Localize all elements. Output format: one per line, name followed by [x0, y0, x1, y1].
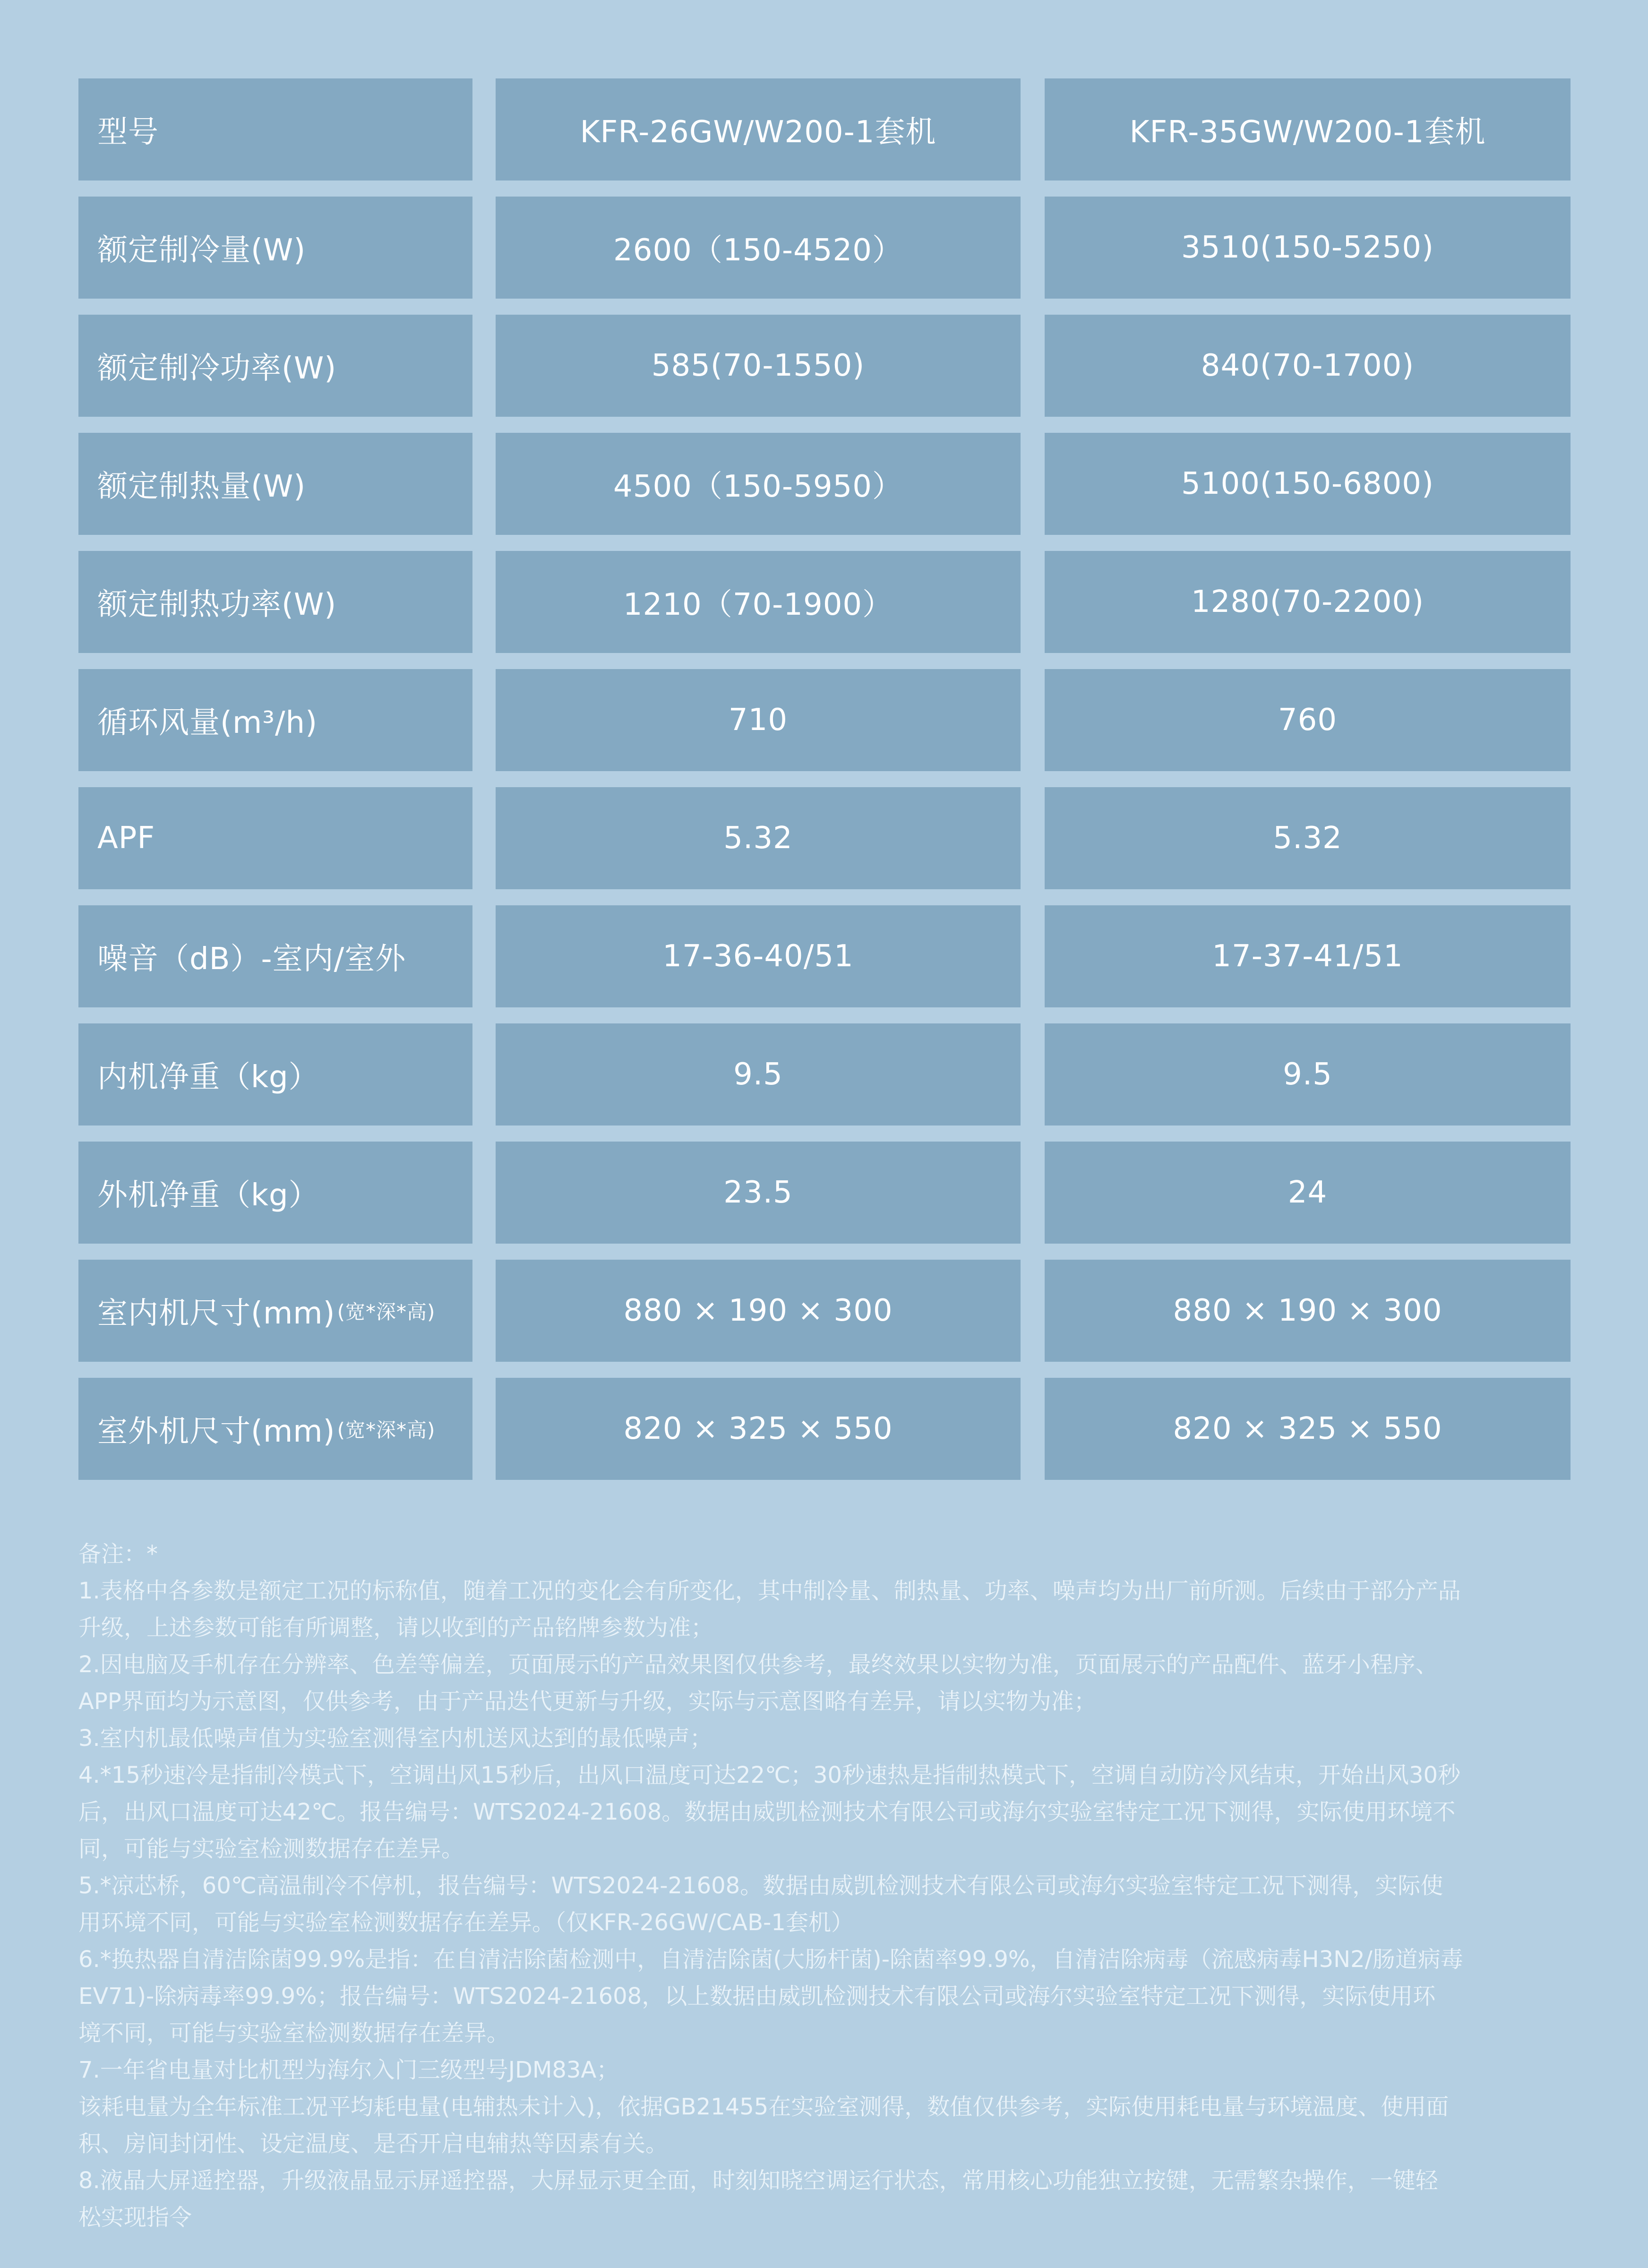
row-label-text: 额定制冷功率(W): [97, 351, 337, 386]
value-model-35: 820 × 325 × 550: [1045, 1378, 1571, 1480]
value-model-35: 840(70-1700): [1045, 315, 1571, 417]
value-model-26: 710: [496, 669, 1021, 771]
row-label: [78, 315, 472, 417]
note-line: 8.液晶大屏遥控器，升级液晶显示屏遥控器，大屏显示更全面，时刻知晓空调运行状态，常用核心功能独立按键，无需繁杂操作，一键轻: [78, 2167, 1438, 2194]
note-line: 该耗电量为全年标准工况平均耗电量(电辅热未计入)，依据GB21455在实验室测得，数值仅供参考，实际使用耗电量与环境温度、使用面: [78, 2094, 1449, 2120]
row-label: [78, 1023, 472, 1125]
dimension-note: (宽*深*高): [337, 1418, 436, 1442]
row-label-text: 循环风量(m³/h): [97, 705, 318, 740]
table-row: [78, 1378, 1571, 1480]
value-model-26: 2600（150-4520）: [496, 197, 1021, 299]
value-model-26: 5.32: [496, 787, 1021, 889]
note-line: 用环境不同，可能与实验室检测数据存在差异。（仅KFR-26GW/CAB-1套机）: [78, 1909, 854, 1936]
table-row: [78, 315, 1571, 417]
value-model-35: KFR-35GW/W200-1套机: [1045, 78, 1571, 180]
table-row: [78, 433, 1571, 535]
table-row: [78, 787, 1571, 889]
note-line: 同，可能与实验室检测数据存在差异。: [78, 1836, 464, 1862]
table-row: [78, 669, 1571, 771]
row-label: [78, 1260, 472, 1362]
note-line: 1.表格中各参数是额定工况的标称值，随着工况的变化会有所变化，其中制冷量、制热量、功率、噪声均为出厂前所测。后续由于部分产品: [78, 1578, 1461, 1604]
value-model-26: 1210（70-1900）: [496, 551, 1021, 653]
row-label: [78, 433, 472, 535]
note-line: APP界面均为示意图，仅供参考，由于产品迭代更新与升级，实际与示意图略有差异，请以实物为准；: [78, 1688, 1097, 1715]
notes-heading: 备注：*: [78, 1541, 158, 1567]
note-line: 后，出风口温度可达42℃。报告编号：WTS2024-21608。数据由威凯检测技术有限公司或海尔实验室特定工况下测得，实际使用环境不: [78, 1799, 1456, 1825]
value-model-35: 3510(150-5250): [1045, 197, 1571, 299]
row-label: [78, 551, 472, 653]
table-row: [78, 1142, 1571, 1244]
row-label-text: 型号: [97, 115, 159, 150]
value-model-26: KFR-26GW/W200-1套机: [496, 78, 1021, 180]
row-label-text: 额定制冷量(W): [97, 233, 306, 268]
note-line: 积、房间封闭性、设定温度、是否开启电辅热等因素有关。: [78, 2131, 669, 2157]
row-label: [78, 669, 472, 771]
dimension-note: (宽*深*高): [337, 1300, 436, 1323]
value-model-35: 1280(70-2200): [1045, 551, 1571, 653]
row-label-text: 室内机尺寸(mm): [97, 1296, 335, 1331]
note-line: EV71)-除病毒率99.9%；报告编号：WTS2024-21608，以上数据由威凯检测技术有限公司或海尔实验室特定工况下测得，实际使用环: [78, 1983, 1436, 2010]
row-label: [78, 197, 472, 299]
table-row: [78, 197, 1571, 299]
value-model-35: 5.32: [1045, 787, 1571, 889]
value-model-35: 5100(150-6800): [1045, 433, 1571, 535]
value-model-26: 880 × 190 × 300: [496, 1260, 1021, 1362]
value-model-26: 4500（150-5950）: [496, 433, 1021, 535]
value-model-26: 17-36-40/51: [496, 905, 1021, 1007]
row-label: [78, 787, 472, 889]
table-row: [78, 78, 1571, 180]
notes-section: [78, 1536, 1571, 2236]
value-model-26: 23.5: [496, 1142, 1021, 1244]
table-row: [78, 905, 1571, 1007]
value-model-35: 17-37-41/51: [1045, 905, 1571, 1007]
row-label-text: 外机净重（kg）: [97, 1178, 319, 1213]
row-label-text: 室外机尺寸(mm): [97, 1414, 335, 1449]
row-label-text: 内机净重（kg）: [97, 1060, 319, 1095]
note-line: 5.*凉芯桥，60℃高温制冷不停机，报告编号：WTS2024-21608。数据由威凯检测技术有限公司或海尔实验室特定工况下测得，实际使: [78, 1873, 1443, 1899]
note-line: 4.*15秒速冷是指制冷模式下，空调出风15秒后，出风口温度可达22℃；30秒速热是指制热模式下，空调自动防冷风结束，开始出风30秒: [78, 1762, 1461, 1788]
table-row: [78, 551, 1571, 653]
note-line: 2.因电脑及手机存在分辨率、色差等偏差，页面展示的产品效果图仅供参考，最终效果以实物为准，页面展示的产品配件、蓝牙小程序、: [78, 1651, 1438, 1678]
value-model-26: 585(70-1550): [496, 315, 1021, 417]
row-label-text: 噪音（dB）-室内/室外: [97, 942, 406, 977]
spec-table: [78, 78, 1571, 1496]
note-line: 6.*换热器自清洁除菌99.9%是指：在自清洁除菌检测中，自清洁除菌(大肠杆菌)-除菌率99.9%，自清洁除病毒（流感病毒H3N2/肠道病毒: [78, 1946, 1463, 1973]
note-line: 7.一年省电量对比机型为海尔入门三级型号JDM83A；: [78, 2057, 619, 2083]
row-label: [78, 905, 472, 1007]
table-row: [78, 1260, 1571, 1362]
row-label-text: APF: [97, 821, 155, 856]
note-line: 3.室内机最低噪声值为实验室测得室内机送风达到的最低噪声；: [78, 1725, 712, 1752]
value-model-26: 9.5: [496, 1023, 1021, 1125]
note-line: 松实现指令: [78, 2204, 192, 2231]
row-label-text: 额定制热功率(W): [97, 587, 337, 622]
value-model-26: 820 × 325 × 550: [496, 1378, 1021, 1480]
value-model-35: 760: [1045, 669, 1571, 771]
value-model-35: 24: [1045, 1142, 1571, 1244]
note-line: 境不同，可能与实验室检测数据存在差异。: [78, 2020, 510, 2046]
row-label: [78, 1378, 472, 1480]
value-model-35: 880 × 190 × 300: [1045, 1260, 1571, 1362]
value-model-35: 9.5: [1045, 1023, 1571, 1125]
row-label-text: 额定制热量(W): [97, 469, 306, 504]
row-label: [78, 1142, 472, 1244]
row-label: [78, 78, 472, 180]
note-line: 升级，上述参数可能有所调整，请以收到的产品铭牌参数为准；: [78, 1615, 714, 1641]
table-row: [78, 1023, 1571, 1125]
